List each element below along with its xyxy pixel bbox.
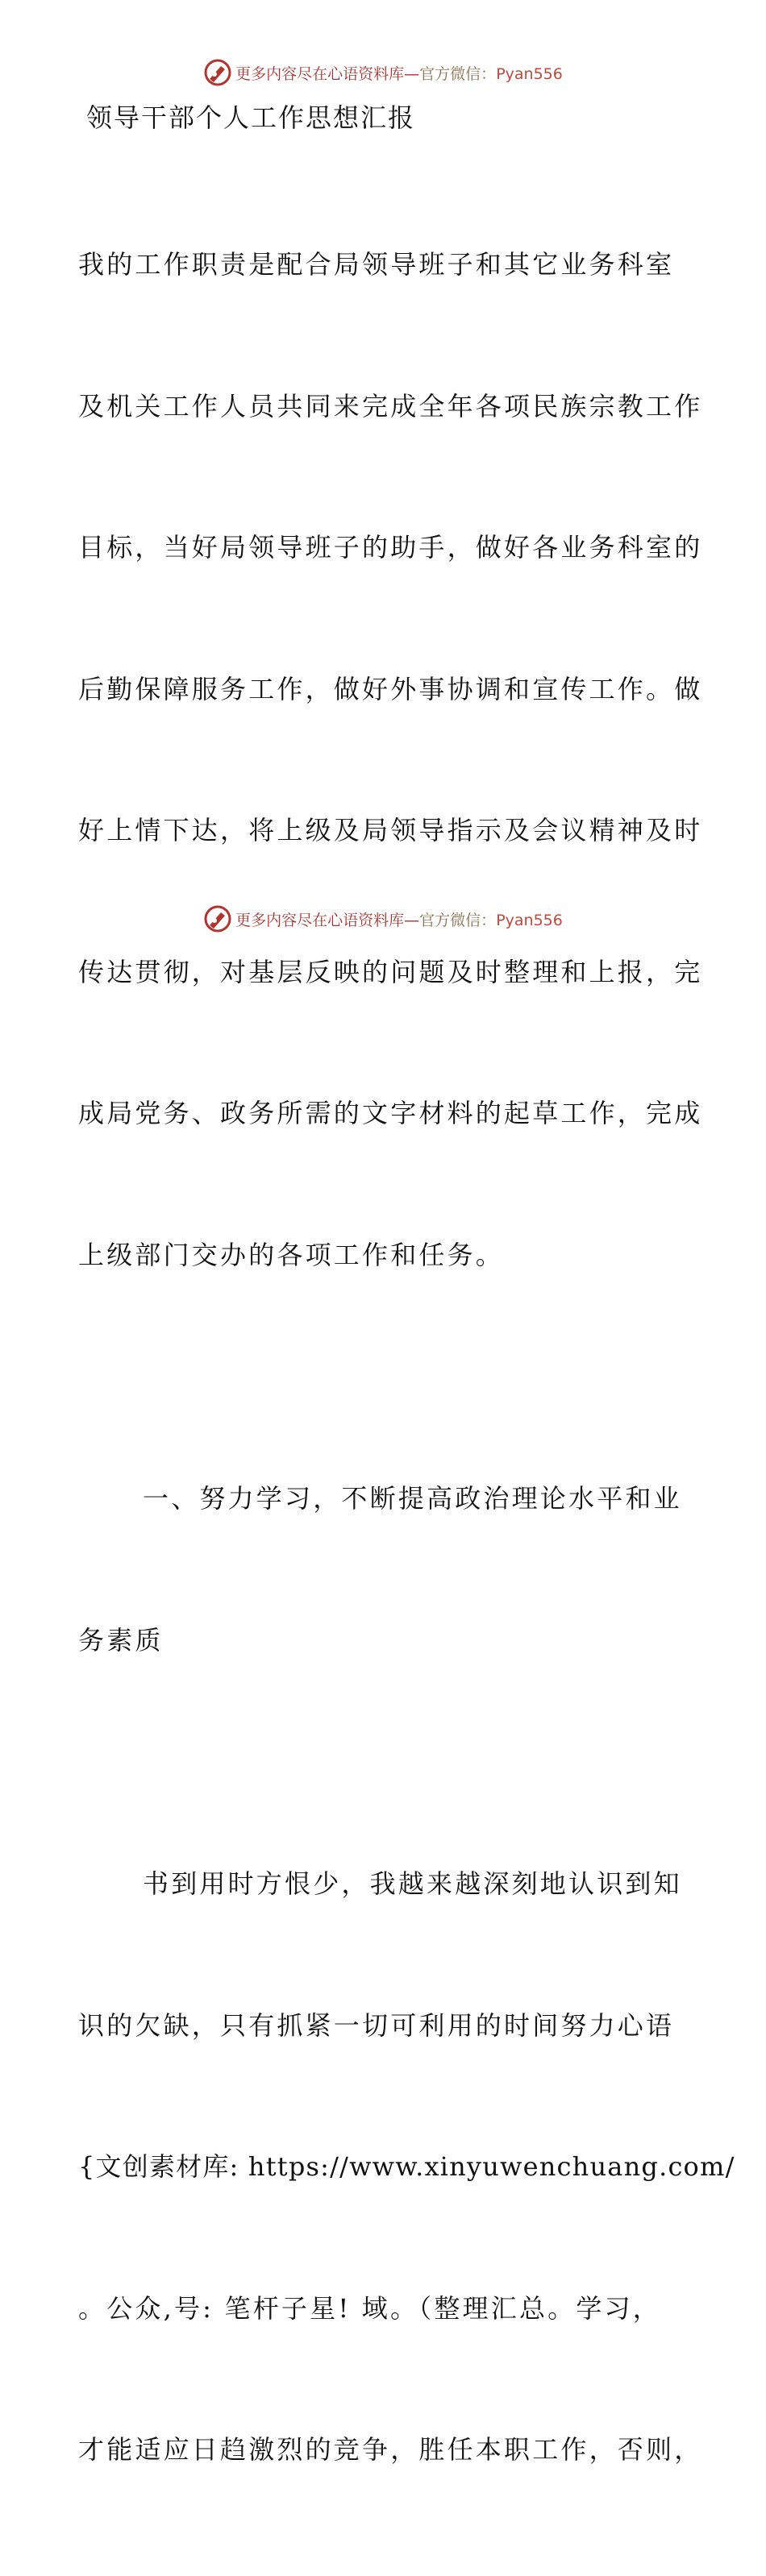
header-wechat-handle: Pyan556 bbox=[496, 64, 563, 83]
header-banner bbox=[0, 56, 766, 89]
text-line: 好上情下达，将上级及局领导指示及会议精神及时 bbox=[78, 815, 703, 846]
footer-separator: — bbox=[404, 911, 420, 929]
text-line: 。公众,号: 笔杆子星! 域。（整理汇总。学习， bbox=[78, 2292, 661, 2324]
header-separator: — bbox=[404, 64, 420, 83]
footer-wechat-handle: Pyan556 bbox=[496, 911, 563, 929]
text-line: 上级部门交办的各项工作和任务。 bbox=[78, 1239, 505, 1270]
footer-banner bbox=[0, 903, 766, 935]
text-line: 后勤保障服务工作，做好外事协调和宣传工作。做 bbox=[78, 673, 703, 704]
paragraph-study bbox=[78, 1766, 735, 2568]
brand-logo-icon bbox=[203, 904, 232, 933]
text-line: 识的欠缺，只有抓紧一切可利用的时间努力心语 bbox=[78, 2009, 675, 2041]
footer-text bbox=[235, 908, 563, 930]
text-line: 传达贯彻，对基层反映的问题及时整理和上报，完 bbox=[78, 956, 703, 987]
text-line: {文创素材库: https://www.xinyuwenchuang.com/ bbox=[78, 2151, 735, 2182]
section-heading-1 bbox=[78, 1381, 691, 1758]
brand-logo-icon bbox=[203, 58, 232, 87]
text-line: 一、努力学习，不断提高政治理论水平和业 bbox=[143, 1483, 682, 1514]
text-line: 目标，当好局领导班子的助手，做好各业务科室的 bbox=[78, 532, 703, 563]
paragraph-duties bbox=[78, 147, 703, 1373]
header-brand-text: 更多内容尽在心语资料库 bbox=[235, 64, 405, 83]
header-wechat-label: 官方微信： bbox=[419, 64, 497, 83]
text-line: 及机关工作人员共同来完成全年各项民族宗教工作 bbox=[78, 390, 703, 422]
text-line: 才能适应日趋激烈的竞争，胜任本职工作，否则， bbox=[78, 2434, 703, 2465]
footer-wechat-label: 官方微信： bbox=[419, 911, 497, 929]
document-body bbox=[78, 97, 735, 2576]
text-line: 我的工作职责是配合局领导班子和其它业务科室 bbox=[78, 249, 675, 280]
text-line: 务素质 bbox=[78, 1624, 164, 1656]
footer-brand-text: 更多内容尽在心语资料库 bbox=[235, 911, 405, 929]
text-line: 书到用时方恨少，我越来越深刻地认识到知 bbox=[143, 1868, 682, 1899]
header-text bbox=[235, 62, 563, 84]
text-line: 成局党务、政务所需的文字材料的起草工作，完成 bbox=[78, 1098, 703, 1128]
document-title: 领导干部个人工作思想汇报 bbox=[86, 102, 416, 133]
